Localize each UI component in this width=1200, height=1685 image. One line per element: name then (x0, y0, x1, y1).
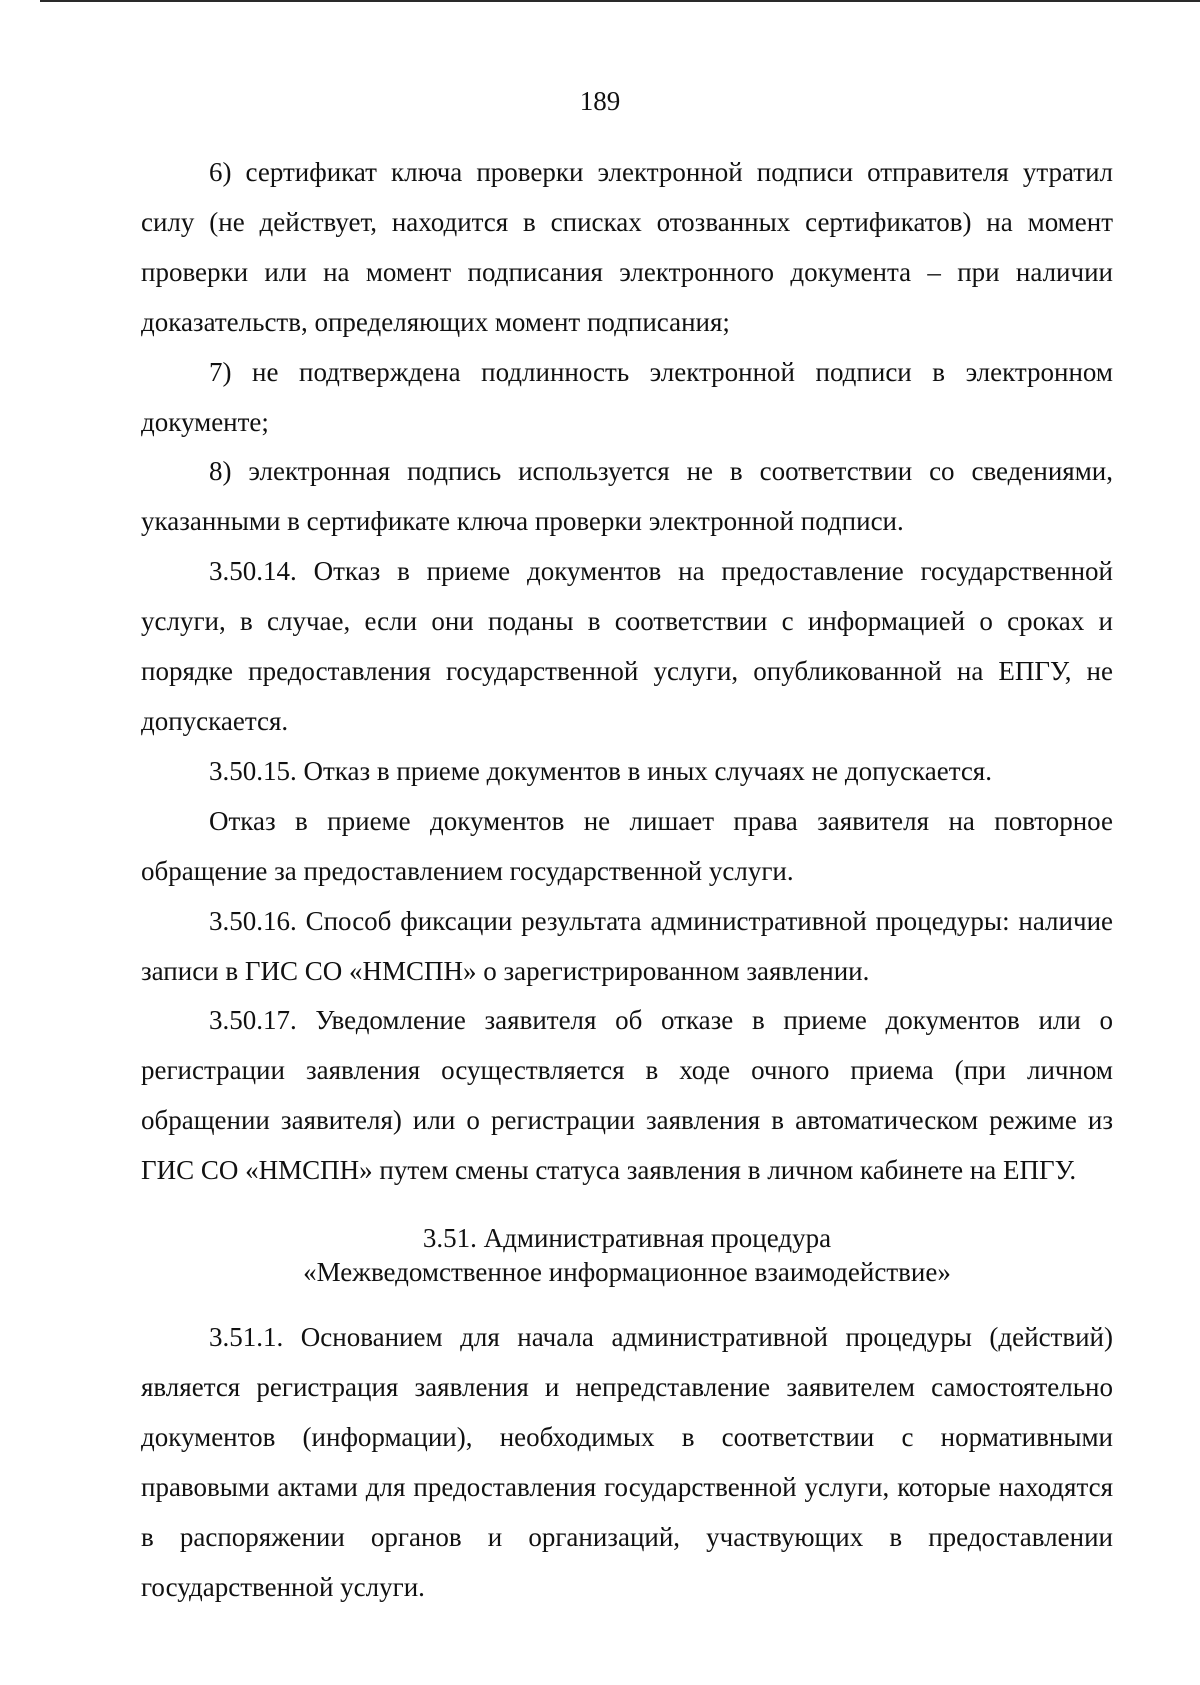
paragraph-3-51-1: 3.51.1. Основанием для начала административной процедуры (действий) является регистрация заявления и непредставление заявителем самостоятельно документов (информации), необходимых в соответствии с нормативными правовыми актами для предоставления государственной услуги, которые находятся в распоряжении органов и организаций, участвующих в предоставлении государственной услуги. (141, 1322, 1113, 1602)
paragraph-item-8: 8) электронная подпись используется не в соответствии со сведениями, указанными в сертификате ключа проверки электронной подписи. (141, 456, 1113, 537)
paragraph-3-50-14: 3.50.14. Отказ в приеме документов на предоставление государственной услуги, в случае, если они поданы в соответствии с информацией о сроках и порядке предоставления государственной услуги, опубликованной на ЕПГУ, не допускается. (141, 556, 1113, 736)
paragraph-3-50-17: 3.50.17. Уведомление заявителя об отказе в приеме документов или о регистрации заявления осуществляется в ходе очного приема (при личном обращении заявителя) или о регистрации заявления в автоматическом режиме из ГИС СО «НМСПН» путем смены статуса заявления в личном кабинете на ЕПГУ. (141, 1005, 1113, 1186)
paragraph-3-50-16: 3.50.16. Способ фиксации результата административной процедуры: наличие записи в ГИС СО «НМСПН» о зарегистрированном заявлении. (141, 905, 1113, 986)
paragraph-item-6: 6) сертификат ключа проверки электронной подписи отправителя утратил силу (не действует, находится в списках отозванных сертификатов) на момент проверки или на момент подписания электронного документа – при наличии доказательств, определяющих момент подписания; (141, 157, 1113, 337)
page-number: 189 (579, 86, 621, 116)
top-border-line (40, 0, 1200, 2)
section-heading-subtitle: «Межведомственное информационное взаимодействие» (303, 1257, 951, 1288)
paragraph-refusal-note: Отказ в приеме документов не лишает права заявителя на повторное обращение за предоставлением государственной услуги. (141, 805, 1113, 886)
document-body (141, 148, 1113, 1612)
paragraph-3-50-15: 3.50.15. Отказ в приеме документов в иных случаях не допускается. (209, 755, 992, 786)
paragraph-item-7: 7) не подтверждена подлинность электронной подписи в электронном документе; (141, 356, 1113, 437)
section-heading (141, 1221, 1113, 1289)
section-heading-title: 3.51. Административная процедура (422, 1223, 832, 1254)
